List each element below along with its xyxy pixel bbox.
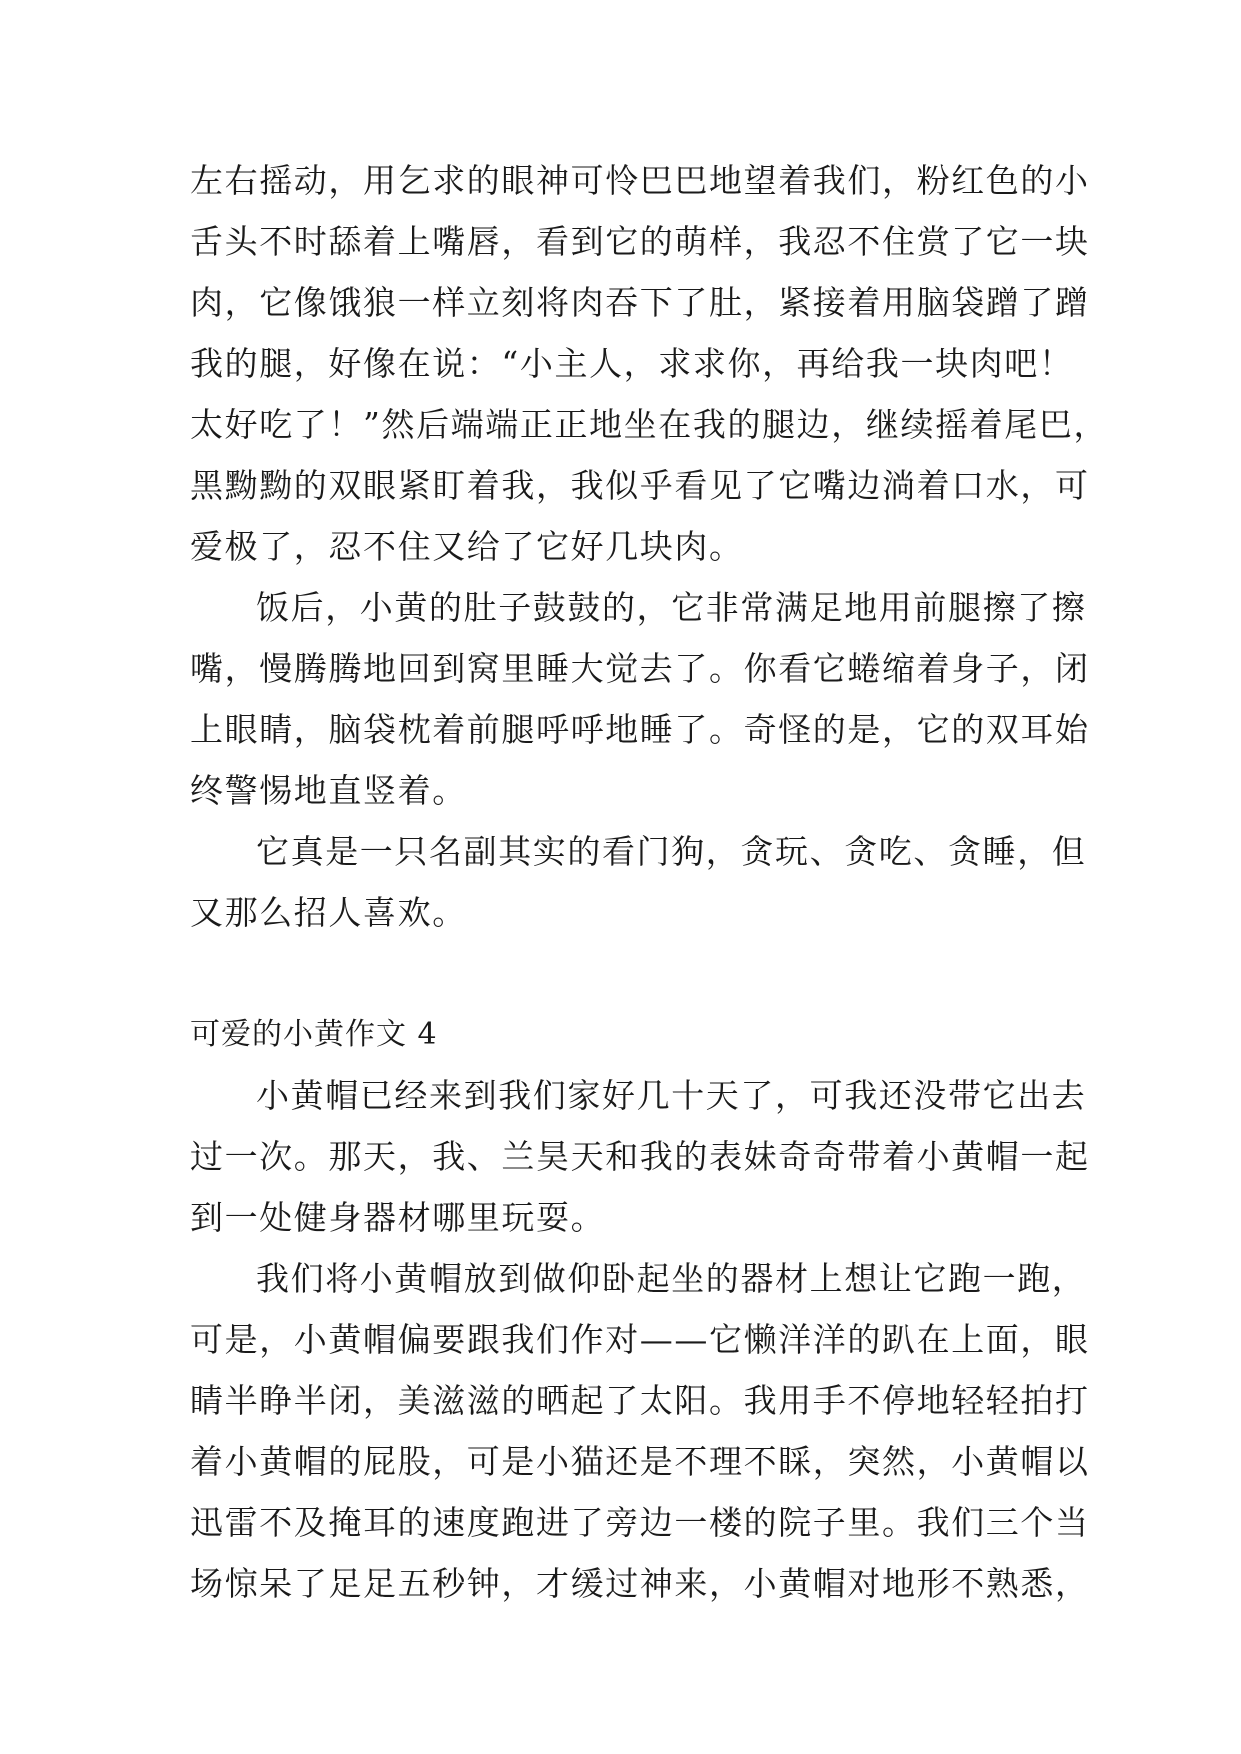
section-heading: 可爱的小黄作文 4 (190, 1017, 438, 1052)
text-line: 我的腿，好像在说：“小主人，求求你，再给我一块肉吧！ (190, 344, 1074, 383)
text-line: 场惊呆了足足五秒钟，才缓过神来，小黄帽对地形不熟悉， (190, 1564, 1090, 1603)
paragraph (190, 1248, 1090, 1614)
text-line: 肉，它像饿狼一样立刻将肉吞下了肚，紧接着用脑袋蹭了蹭 (190, 283, 1090, 322)
text-line: 睛半睁半闭，美滋滋的晒起了太阳。我用手不停地轻轻拍打 (190, 1381, 1090, 1420)
text-line: 饭后，小黄的肚子鼓鼓的，它非常满足地用前腿擦了擦 (256, 588, 1087, 627)
text-line: 过一次。那天，我、兰昊天和我的表妹奇奇带着小黄帽一起 (190, 1137, 1090, 1176)
text-line: 爱极了，忍不住又给了它好几块肉。 (190, 527, 744, 566)
text-line: 着小黄帽的屁股，可是小猫还是不理不睬，突然，小黄帽以 (190, 1442, 1090, 1481)
text-line: 又那么招人喜欢。 (190, 893, 467, 932)
paragraph (190, 821, 1087, 943)
text-line: 可是，小黄帽偏要跟我们作对——它懒洋洋的趴在上面，眼 (190, 1320, 1090, 1359)
text-line: 黑黝黝的双眼紧盯着我，我似乎看见了它嘴边淌着口水，可 (190, 466, 1090, 505)
text-line: 迅雷不及掩耳的速度跑进了旁边一楼的院子里。我们三个当 (190, 1503, 1090, 1542)
text-line: 小黄帽已经来到我们家好几十天了，可我还没带它出去 (256, 1076, 1087, 1115)
text-line: 嘴，慢腾腾地回到窝里睡大觉去了。你看它蜷缩着身子，闭 (190, 649, 1090, 688)
text-line: 我们将小黄帽放到做仰卧起坐的器材上想让它跑一跑， (256, 1259, 1087, 1298)
blank-line (190, 943, 1050, 1004)
text-line: 到一处健身器材哪里玩耍。 (190, 1198, 606, 1237)
paragraph (190, 577, 1090, 821)
text-line: 上眼睛，脑袋枕着前腿呼呼地睡了。奇怪的是，它的双耳始 (190, 710, 1090, 749)
document-body (190, 150, 1109, 1614)
text-line: 舌头不时舔着上嘴唇，看到它的萌样，我忍不住赏了它一块 (190, 222, 1090, 261)
text-line: 左右摇动，用乞求的眼神可怜巴巴地望着我们，粉红色的小 (190, 161, 1090, 200)
text-line: 终警惕地直竖着。 (190, 771, 467, 810)
paragraph (190, 150, 1109, 577)
text-line: 太好吃了！”然后端端正正地坐在我的腿边，继续摇着尾巴， (190, 405, 1109, 444)
text-line: 它真是一只名副其实的看门狗，贪玩、贪吃、贪睡，但 (256, 832, 1087, 871)
paragraph (190, 1065, 1090, 1248)
